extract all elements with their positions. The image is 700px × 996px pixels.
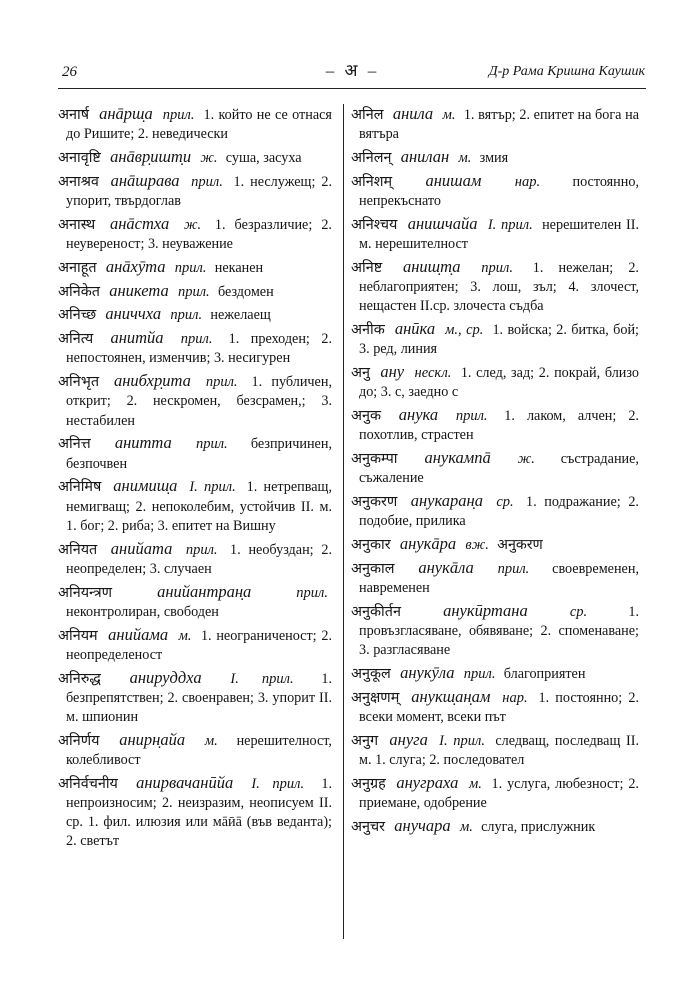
definition: 1. вятър; 2. епитет на бога на вятъра — [359, 107, 640, 143]
dictionary-entry — [58, 104, 332, 144]
grammar-label: м. — [204, 732, 218, 749]
grammar-label: нар. — [514, 173, 541, 190]
transliteration: ануга — [389, 729, 428, 749]
dictionary-entry — [351, 405, 639, 445]
definition: нежелаещ — [210, 307, 271, 324]
headword: अनियन्त्रण — [58, 584, 113, 601]
grammar-label: м. — [459, 818, 473, 835]
dictionary-entry — [58, 582, 332, 622]
grammar-label: нескл. — [414, 365, 452, 381]
transliteration: анишчайа — [407, 213, 478, 233]
transliteration: анила — [392, 104, 434, 123]
page-header — [60, 55, 645, 87]
grammar-label: м., ср. — [445, 322, 484, 338]
transliteration: анӣка — [394, 319, 436, 338]
grammar-label: м. — [178, 627, 192, 644]
headword: अनुकम्पा — [351, 451, 398, 467]
transliteration: анибхр̣ита — [114, 371, 191, 391]
grammar-label: вж. — [465, 537, 489, 553]
grammar-label: I. прил. — [251, 775, 305, 792]
definition: неконтролиран, свободен — [66, 603, 219, 620]
definition: 1. необуздан; 2. неопределен; 3. случаен — [66, 541, 333, 577]
headword: अनुक्षणम् — [351, 689, 400, 706]
headword: अनुकार — [351, 537, 391, 553]
definition: 1. непроизносим; 2. неизразим, неописуем II. ср. 1. фил. илюзия или мāӣā (във веданта); 2. светът — [66, 775, 332, 850]
transliteration: анукāра — [399, 534, 457, 553]
transliteration: анирвачанӣйа — [136, 772, 234, 792]
grammar-label: прил. — [497, 560, 530, 577]
dictionary-entry — [351, 491, 639, 531]
headword: अनिर्वचनीय — [58, 775, 118, 792]
transliteration: анукӣртана — [443, 600, 528, 620]
definition: 1. неограниченост; 2. неопределеност — [66, 627, 333, 663]
definition: постоянно, непрекъснато — [359, 173, 640, 209]
headword: अनिशम् — [351, 173, 393, 190]
definition: 1. войска; 2. битка, бой; 3. ред, линия — [359, 322, 639, 358]
headword: अनुकरण — [351, 494, 398, 510]
definition: безпричинен, безпочвен — [66, 436, 332, 472]
dictionary-entry — [351, 257, 639, 317]
transliteration: анāрш̣а — [99, 104, 153, 123]
dictionary-entry — [58, 773, 332, 852]
dictionary-entry — [58, 281, 332, 302]
dictionary-entry — [58, 304, 332, 325]
headword: अनीक — [351, 322, 385, 338]
right-column — [351, 104, 639, 840]
grammar-label: прил. — [177, 283, 210, 300]
page-number: 26 — [62, 64, 77, 80]
definition: 1. нежелан; 2. неблагоприятен; 3. лош, зъл; 4. злочест, нещастен II.ср. злочеста съдба — [359, 259, 639, 315]
grammar-label: ж. — [517, 451, 535, 467]
grammar-label: прил. — [180, 331, 213, 348]
grammar-label: м. — [442, 107, 456, 123]
headword: अनिकेत — [58, 283, 100, 300]
definition: своевременен, навременен — [359, 560, 639, 596]
definition: अनुकरण — [497, 537, 543, 553]
definition: суша, засуха — [225, 150, 302, 166]
grammar-label: м. — [458, 150, 472, 166]
headword: अनाहूत — [58, 259, 97, 276]
grammar-label: I. прил. — [439, 732, 486, 749]
headword: अनियत — [58, 541, 98, 558]
headword: अनिल — [351, 107, 384, 123]
transliteration: анилан — [400, 147, 450, 166]
transliteration: анийантран̣а — [157, 581, 252, 601]
headword: अनिर्णय — [58, 732, 100, 749]
grammar-label: м. — [469, 775, 482, 792]
grammar-label: прил. — [455, 408, 488, 424]
headword: अनुग — [351, 732, 379, 749]
definition: 1. публичен, открит; 2. нескромен, безсрамен,; 3. нестабилен — [66, 374, 332, 429]
dictionary-entry — [58, 371, 332, 431]
dictionary-entry — [351, 147, 639, 168]
grammar-label: прил. — [170, 307, 203, 324]
transliteration: анукӯла — [400, 663, 455, 682]
transliteration: анишам — [425, 170, 482, 190]
transliteration: анийата — [110, 538, 173, 558]
dictionary-entry — [58, 171, 332, 211]
transliteration: аниччха — [105, 304, 162, 324]
grammar-label: прил. — [481, 259, 513, 276]
grammar-label: прил. — [205, 374, 238, 391]
transliteration: анимиш̣а — [113, 476, 178, 496]
dictionary-entry — [58, 147, 332, 168]
dictionary-entry — [351, 319, 639, 359]
definition: змия — [479, 150, 509, 166]
headword: अनियम — [58, 627, 98, 644]
dictionary-entry — [351, 816, 639, 837]
definition: 1. лаком, алчен; 2. похотлив, страстен — [359, 408, 639, 444]
definition: 1. постоянно; 2. всеки момент, всеки път — [359, 689, 640, 725]
transliteration: анирн̣айа — [119, 729, 186, 749]
section-letter: – अ – — [325, 61, 380, 80]
headword: अनिलन् — [351, 150, 392, 166]
transliteration: анука — [398, 405, 439, 424]
dictionary-entry — [351, 773, 639, 813]
dictionary-entry — [351, 448, 639, 488]
headword: अनुचर — [351, 818, 386, 835]
grammar-label: прил. — [185, 541, 218, 558]
dictionary-entry — [351, 601, 639, 661]
definition: състрадание, съжаление — [359, 451, 639, 487]
headword: अनास्थ — [58, 216, 96, 233]
transliteration: анāстха — [109, 213, 170, 233]
definition: следващ, последващ II. м. 1. слуга; 2. последовател — [359, 732, 639, 768]
grammar-label: ср. — [569, 603, 588, 620]
transliteration: анитйа — [110, 328, 164, 348]
dictionary-entry — [58, 539, 332, 579]
transliteration: анукаран̣а — [410, 491, 483, 510]
grammar-label: I. прил. — [230, 670, 294, 687]
grammar-label: прил. — [296, 584, 328, 601]
definition: 1. услуга, любезност; 2. приемане, одобрение — [359, 775, 639, 811]
definition: благоприятен — [503, 666, 586, 682]
definition: нерешителност, колебливост — [66, 732, 332, 768]
definition: 1. безразличие; 2. неувереност; 3. неуважение — [66, 216, 332, 252]
dictionary-entry — [58, 625, 332, 665]
definition: 1. след, зад; 2. покрай, близо до; 3. с, заедно с — [359, 365, 640, 401]
transliteration: анукāла — [418, 557, 474, 577]
definition: 1. подражание; 2. подобие, прилика — [359, 494, 639, 530]
dictionary-entry — [58, 433, 332, 473]
dictionary-entry — [58, 214, 332, 254]
headword: अनिच्छ — [58, 307, 97, 324]
headword: अनिरुद्ध — [58, 670, 101, 687]
running-header-author: Д-р Рама Кришна Каушик — [488, 64, 645, 79]
headword: अनिश्चय — [351, 216, 398, 233]
grammar-label: ж. — [184, 216, 202, 233]
definition: неканен — [214, 259, 264, 276]
definition: 1. който не се отнася до Ришите; 2. неведически — [66, 107, 332, 143]
column-divider — [343, 104, 344, 939]
headword: अनिष्ट — [351, 259, 383, 276]
grammar-label: ср. — [496, 494, 514, 510]
left-column — [58, 104, 332, 854]
grammar-label: прил. — [162, 107, 195, 123]
dictionary-entry — [58, 476, 332, 536]
grammar-label: прил. — [174, 259, 207, 276]
headword: अनुकाल — [351, 560, 395, 577]
transliteration: анукш̣ан̣ам — [411, 686, 491, 706]
grammar-label: ж. — [200, 150, 218, 166]
header-rule — [58, 88, 646, 89]
headword: अनित्य — [58, 331, 94, 348]
grammar-label: I. прил. — [189, 479, 236, 496]
definition: 1. неслужещ; 2. упорит, твърдоглав — [66, 173, 332, 209]
grammar-label: I. прил. — [487, 216, 533, 233]
definition: 1. преходен; 2. непостоянен, изменчив; 3. несигурен — [66, 331, 332, 367]
definition: нерешителен II. м. нерешителност — [359, 216, 640, 252]
dictionary-entry — [351, 663, 639, 684]
headword: अनाश्रव — [58, 173, 99, 190]
headword: अनुग्रह — [351, 775, 386, 792]
headword: अनित्त — [58, 436, 91, 453]
grammar-label: прил. — [195, 436, 228, 453]
headword: अनुकीर्तन — [351, 603, 401, 620]
dictionary-entry — [58, 257, 332, 278]
transliteration: анучара — [394, 815, 451, 835]
transliteration: аникета — [109, 280, 169, 300]
grammar-label: прил. — [463, 666, 496, 682]
transliteration: ану — [380, 362, 405, 381]
headword: अनिमिष — [58, 479, 102, 496]
headword: अनिभृत — [58, 374, 100, 391]
grammar-label: прил. — [191, 173, 223, 190]
transliteration: анāхӯта — [105, 256, 166, 276]
headword: अनावृष्टि — [58, 150, 101, 166]
transliteration: анāвр̣ишт̣и — [110, 147, 192, 166]
definition: бездомен — [217, 283, 274, 300]
transliteration: анийама — [108, 624, 169, 644]
dictionary-entry — [58, 730, 332, 770]
transliteration: ануграха — [396, 772, 459, 792]
definition: 1. безпрепятствен; 2. своенравен; 3. упорит II. м. шпионин — [66, 670, 333, 725]
dictionary-entry — [351, 687, 639, 727]
transliteration: аниш̣т̣а — [402, 256, 461, 276]
headword: अनुक — [351, 408, 382, 424]
transliteration: анукампā — [424, 448, 491, 467]
grammar-label: нар. — [502, 689, 528, 706]
dictionary-entry — [351, 214, 639, 254]
dictionary-entry — [58, 668, 332, 728]
dictionary-entry — [351, 558, 639, 598]
transliteration: анитта — [114, 433, 172, 453]
headword: अनार्ष — [58, 107, 90, 123]
dictionary-entry — [351, 362, 639, 402]
transliteration: анāшрава — [110, 170, 180, 190]
definition: 1. провъзгласяване, обявяване; 2. споменаване; 3. разгласяване — [359, 603, 639, 659]
dictionary-entry — [351, 730, 639, 770]
headword: अनुकूल — [351, 666, 391, 682]
dictionary-entry — [351, 171, 639, 211]
dictionary-entry — [58, 328, 332, 368]
definition: 1. нетрепващ, немигващ; 2. непоколебим, устойчив II. м. 1. бог; 2. риба; 3. епитет на Вишну — [66, 479, 333, 534]
transliteration: анируддха — [129, 667, 202, 687]
dictionary-entry — [351, 104, 639, 144]
definition: слуга, прислужник — [481, 818, 596, 835]
headword: अनु — [351, 365, 370, 381]
dictionary-entry — [351, 534, 639, 555]
